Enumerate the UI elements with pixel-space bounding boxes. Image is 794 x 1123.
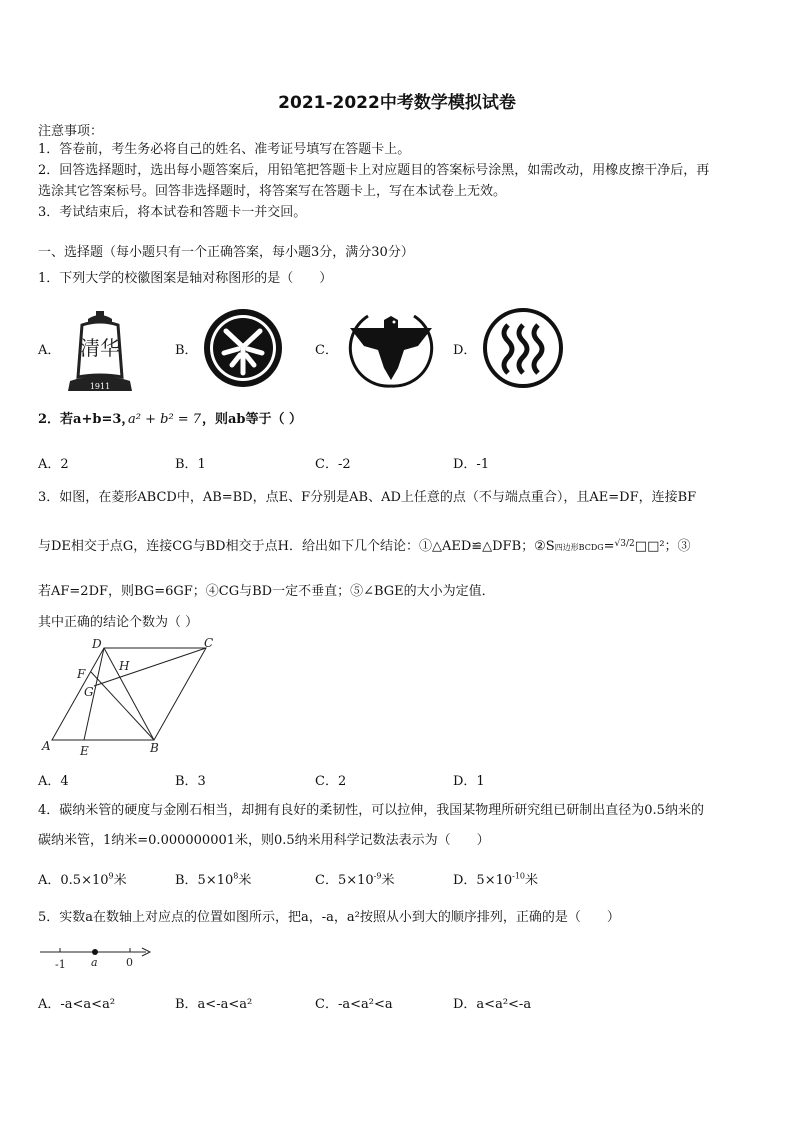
option-c: C．$5\times 10^{-9}$米 xyxy=(315,871,395,888)
notice-item: 1．答卷前，考生务必将自己的姓名、准考证号填写在答题卡上。 xyxy=(38,142,411,157)
option-label-c: C． xyxy=(315,343,338,358)
option-a: A．-a<a<a² xyxy=(38,997,116,1012)
rhombus-figure xyxy=(38,634,228,758)
figure-label: C xyxy=(204,636,214,650)
question-1-stem: 1．下列大学的校徽图案是轴对称图形的是（ ） xyxy=(38,271,333,286)
eagle-emblem-logo-icon xyxy=(348,306,434,388)
figure-label: G xyxy=(84,685,94,699)
figure-label: E xyxy=(80,744,89,758)
option-label-b: B． xyxy=(175,343,198,358)
figure-label: H xyxy=(119,659,130,673)
option-b: B．$5\times 10^8$米 xyxy=(175,871,252,888)
option-c: C．2 xyxy=(315,774,347,789)
option-c: C．-2 xyxy=(315,457,351,472)
notice-heading: 注意事项： xyxy=(38,124,104,139)
axis-label: a xyxy=(91,956,98,969)
option-d: D．$5\times 10^{-10}$米 xyxy=(453,871,539,888)
tsinghua-bell-logo-icon xyxy=(62,307,138,395)
question-3-line: 其中正确的结论个数为（ ） xyxy=(38,615,199,630)
option-d: D．1 xyxy=(453,774,485,789)
figure-label: B xyxy=(150,741,159,755)
peking-university-logo-icon xyxy=(202,307,284,389)
page-title: 2021-2022中考数学模拟试卷 xyxy=(278,93,516,113)
figure-label: D xyxy=(92,637,102,651)
question-2-stem-c: ，则ab等于（ ） xyxy=(202,412,303,427)
logo-a-text: 清华 xyxy=(80,336,120,360)
question-2-formula: a² + b² = 7 xyxy=(128,412,202,427)
wave-emblem-logo-icon xyxy=(482,307,564,389)
option-b: B．3 xyxy=(175,774,206,789)
question-4-line: 4．碳纳米管的硬度与金刚石相当，却拥有良好的柔韧性，可以拉伸，我国某物理所研究组已研制出直径为0.5纳米的 xyxy=(38,803,704,818)
option-a: A．4 xyxy=(38,774,69,789)
option-d: D．-1 xyxy=(453,457,490,472)
option-a: A．$0.5\times 10^9$米 xyxy=(38,871,127,888)
question-5-stem: 5．实数a在数轴上对应点的位置如图所示，把a，-a，a²按照从小到大的顺序排列，正确的是（ ） xyxy=(38,910,620,925)
option-b: B．a<-a<a² xyxy=(175,997,253,1012)
axis-label: 0 xyxy=(126,956,133,969)
figure-label: A xyxy=(42,739,51,753)
option-a: A．2 xyxy=(38,457,69,472)
section-heading: 一、选择题（每小题只有一个正确答案，每小题3分，满分30分） xyxy=(38,245,414,260)
option-b: B．1 xyxy=(175,457,206,472)
option-d: D．a<a²<-a xyxy=(453,997,532,1012)
logo-a-year: 1911 xyxy=(89,382,111,391)
notice-item: 2．回答选择题时，选出每小题答案后，用铅笔把答题卡上对应题目的答案标号涂黑，如需改动，用橡皮擦干净后，再 xyxy=(38,163,710,178)
option-label-a: A． xyxy=(38,343,61,358)
notice-item: 3．考试结束后，将本试卷和答题卡一并交回。 xyxy=(38,205,307,220)
question-4-line: 碳纳米管，1纳米=0.000000001米，则0.5纳米用科学记数法表示为（ ） xyxy=(38,833,490,848)
axis-label: -1 xyxy=(55,958,66,971)
question-3-line: 3．如图，在菱形ABCD中，AB=BD，点E、F分别是AB、AD上任意的点（不与端点重合），且AE=DF，连接BF xyxy=(38,490,697,505)
question-3-line: 若AF=2DF，则BG=6GF；④CG与BD一定不垂直；⑤∠BGE的大小为定值． xyxy=(38,584,495,599)
option-c: C．-a<a²<a xyxy=(315,997,393,1012)
figure-label: F xyxy=(77,667,86,681)
question-3-line: 与DE相交于点G，连接CG与BD相交于点H．给出如下几个结论：①△AED≌△DFB；②S四边形BCDG=$^{√3/2}$□□²；③ xyxy=(38,539,691,554)
notice-item: 选涂其它答案标号。回答非选择题时，将答案写在答题卡上，写在本试卷上无效。 xyxy=(38,184,507,199)
number-line-figure xyxy=(38,944,154,974)
question-2-stem-a: 2．若a+b=3， xyxy=(38,412,135,427)
option-label-d: D． xyxy=(453,343,477,358)
